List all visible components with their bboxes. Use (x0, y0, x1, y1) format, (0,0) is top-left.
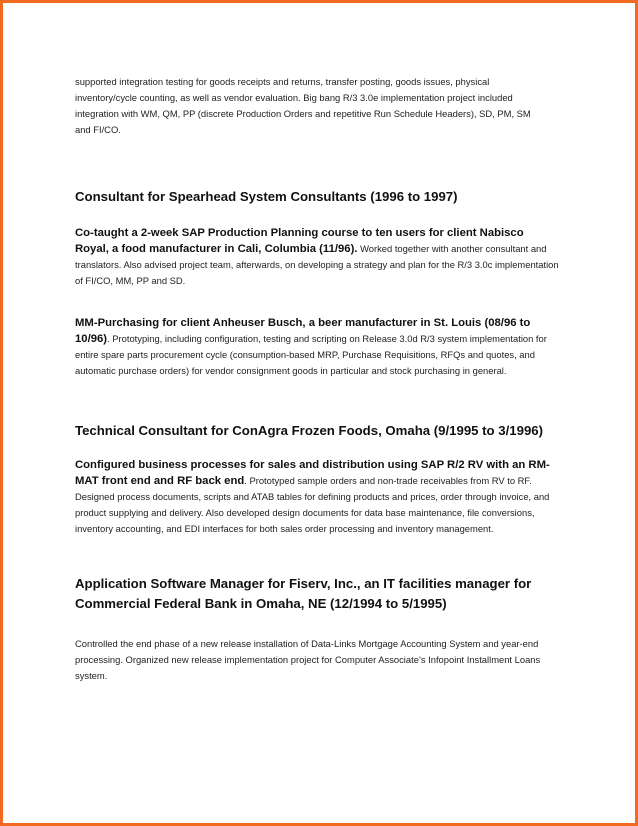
nabisco-body: Worked together with another consultant and translators. Also advised project team, afterwards, on developing a strategy and plan for the R/3 3.0c implementation of FI/CO, MM, PP and SD. (75, 243, 559, 286)
nabisco-lead: Co-taught a 2-week SAP Production Planning course to ten users for client Nabisco Royal, a food manufacturer in Cali, Columbia (11/96). (75, 227, 524, 255)
resume-page (75, 74, 560, 684)
spearhead-paragraph-anheuser (75, 315, 560, 379)
conagra-paragraph (75, 457, 560, 537)
anheuser-body: . Prototyping, including configuration, testing and scripting on Release 3.0d R/3 system implementation for entire spare parts procurement cycle (consumption-based MRP, Purchase Requisitions, RFQs and quotes, and automatic purchase orders) for vendor consignment goods in particular and stock purchasing in general. (75, 333, 547, 376)
anheuser-lead: MM-Purchasing for client Anheuser Busch, a beer manufacturer in St. Louis (08/96 to 10/96) (75, 317, 531, 345)
section-heading-fiserv: Application Software Manager for Fiserv, Inc., an IT facilities manager for Commercial Federal Bank in Omaha, NE (12/1994 to 5/1995) (75, 576, 532, 611)
section-heading-conagra: Technical Consultant for ConAgra Frozen Foods, Omaha (9/1995 to 3/1996) (75, 423, 544, 438)
spearhead-paragraph-nabisco (75, 225, 560, 289)
intro-paragraph: supported integration testing for goods receipts and returns, transfer posting, goods issues, physical inventory/cycle counting, as well as vendor evaluation. Big bang R/3 3.0e implementation project included integration with WM, QM, PP (discrete Production Orders and repetitive Run Schedule Headers), SD, PM, SM and FI/CO. (75, 76, 531, 135)
fiserv-paragraph: Controlled the end phase of a new release installation of Data-Links Mortgage Accounting System and year-end processing. Organized new release implementation project for Computer Associate’s Infopoint Installment Loans system. (75, 638, 541, 681)
conagra-body: . Prototyped sample orders and non-trade receivables from RV to RF. Designed process documents, scripts and ATAB tables for defining products and prices, order through invoice, and product supplying and delivery. Also developed design documents for data base maintenance, file conversions, inventory accounting, and EDI interfaces for both sales order processing and inventory management. (75, 475, 550, 534)
conagra-lead: Configured business processes for sales and distribution using SAP R/2 RV with an RM-MAT front end and RF back end (75, 459, 550, 487)
section-heading-spearhead: Consultant for Spearhead System Consultants (1996 to 1997) (75, 189, 458, 204)
faint-watermark: · · · (28, 773, 42, 783)
